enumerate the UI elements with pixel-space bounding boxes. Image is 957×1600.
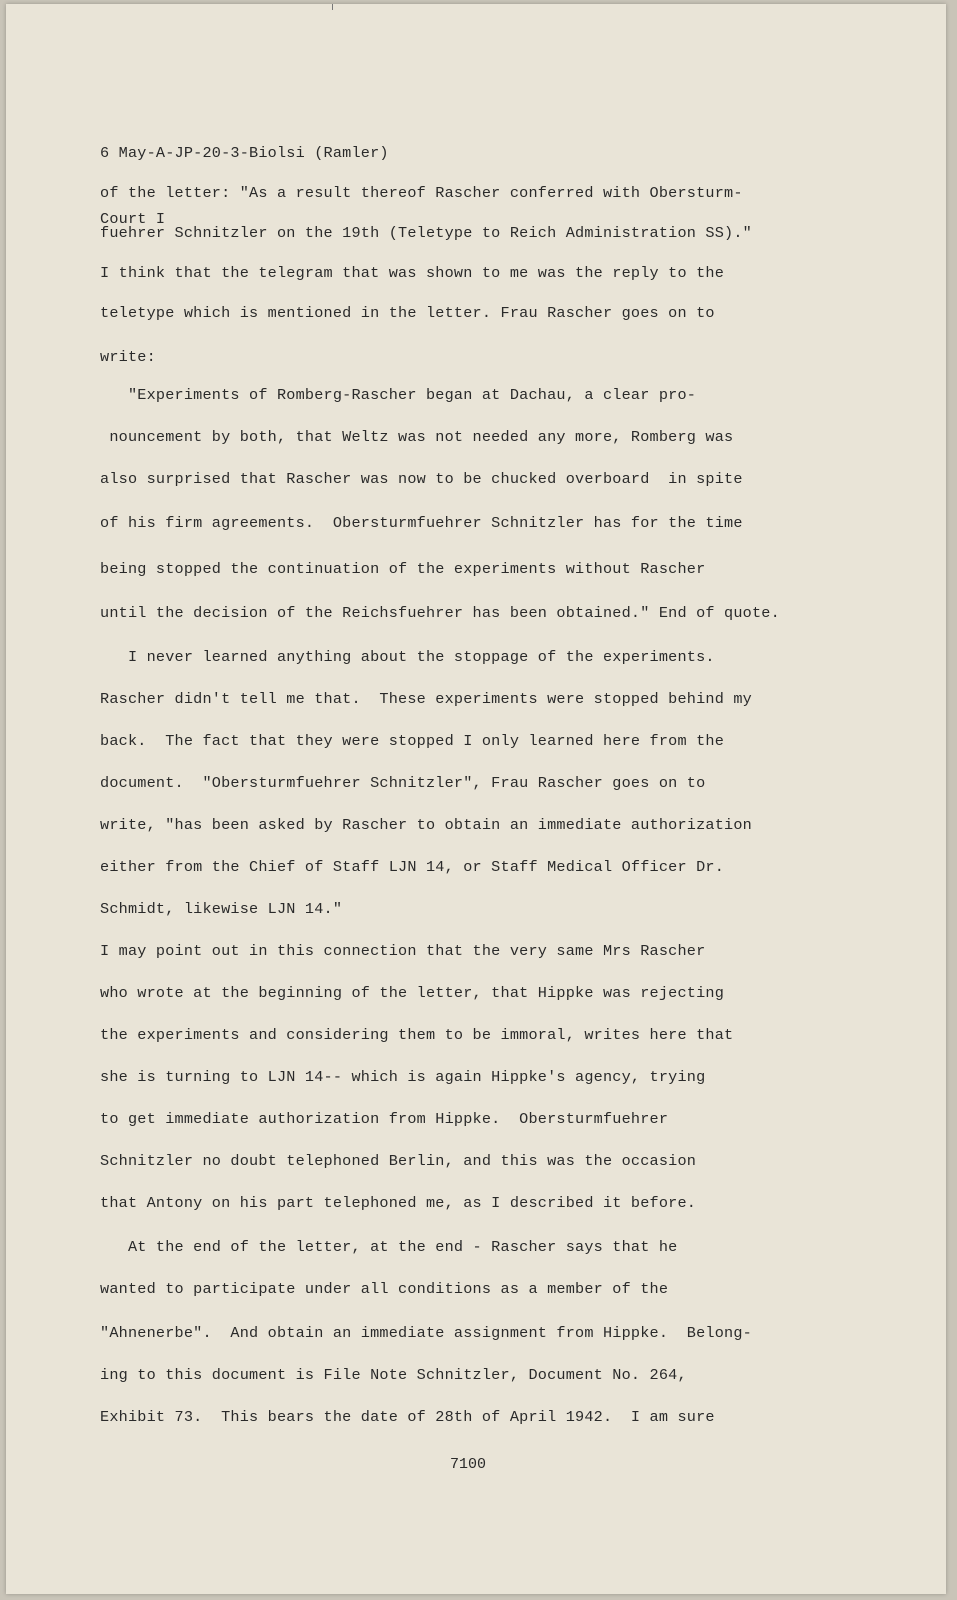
text-line: who wrote at the beginning of the letter, that Hippke was rejecting: [100, 984, 725, 1002]
header-line-2: Court I: [100, 210, 166, 228]
text-line: the experiments and considering them to be immoral, writes here that: [100, 1026, 734, 1044]
text-line: Schnitzler no doubt telephoned Berlin, and this was the occasion: [100, 1152, 697, 1170]
text-line: At the end of the letter, at the end - Rascher says that he: [100, 1238, 678, 1256]
text-line: until the decision of the Reichsfuehrer has been obtained." End of quote.: [100, 604, 780, 622]
text-line: that Antony on his part telephoned me, as I described it before.: [100, 1194, 697, 1212]
page-number: 7100: [450, 1456, 487, 1473]
text-line: fuehrer Schnitzler on the 19th (Teletype to Reich Administration SS).": [100, 224, 752, 242]
text-line: being stopped the continuation of the experiments without Rascher: [100, 560, 706, 578]
text-line: ing to this document is File Note Schnitzler, Document No. 264,: [100, 1366, 687, 1384]
text-line: write, "has been asked by Rascher to obtain an immediate authorization: [100, 816, 752, 834]
scan-mark: [332, 4, 333, 10]
text-line: teletype which is mentioned in the letter. Frau Rascher goes on to: [100, 304, 715, 322]
text-line: nouncement by both, that Weltz was not needed any more, Romberg was: [100, 428, 734, 446]
text-line: Exhibit 73. This bears the date of 28th of April 1942. I am sure: [100, 1408, 715, 1426]
text-line: also surprised that Rascher was now to be chucked overboard in spite: [100, 470, 743, 488]
text-line: "Experiments of Romberg-Rascher began at Dachau, a clear pro-: [100, 386, 697, 404]
text-line: document. "Obersturmfuehrer Schnitzler", Frau Rascher goes on to: [100, 774, 706, 792]
text-line: I never learned anything about the stoppage of the experiments.: [100, 648, 715, 666]
text-line: either from the Chief of Staff LJN 14, or Staff Medical Officer Dr.: [100, 858, 725, 876]
text-line: she is turning to LJN 14-- which is again Hippke's agency, trying: [100, 1068, 706, 1086]
text-line: Rascher didn't tell me that. These experiments were stopped behind my: [100, 690, 752, 708]
text-line: "Ahnenerbe". And obtain an immediate assignment from Hippke. Belong-: [100, 1324, 752, 1342]
text-line: to get immediate authorization from Hippke. Obersturmfuehrer: [100, 1110, 669, 1128]
text-line: Schmidt, likewise LJN 14.": [100, 900, 343, 918]
transcript-body: [100, 180, 930, 1426]
text-line: wanted to participate under all conditions as a member of the: [100, 1280, 669, 1298]
document-page: [6, 4, 946, 1594]
text-line: I may point out in this connection that the very same Mrs Rascher: [100, 942, 706, 960]
header-line-1: 6 May-A-JP-20-3-Biolsi (Ramler): [100, 144, 389, 162]
text-line: write:: [100, 348, 156, 366]
text-line: back. The fact that they were stopped I only learned here from the: [100, 732, 725, 750]
text-line: of his firm agreements. Obersturmfuehrer Schnitzler has for the time: [100, 514, 743, 532]
text-line: I think that the telegram that was shown to me was the reply to the: [100, 264, 725, 282]
text-line: of the letter: "As a result thereof Rascher conferred with Obersturm-: [100, 184, 743, 202]
